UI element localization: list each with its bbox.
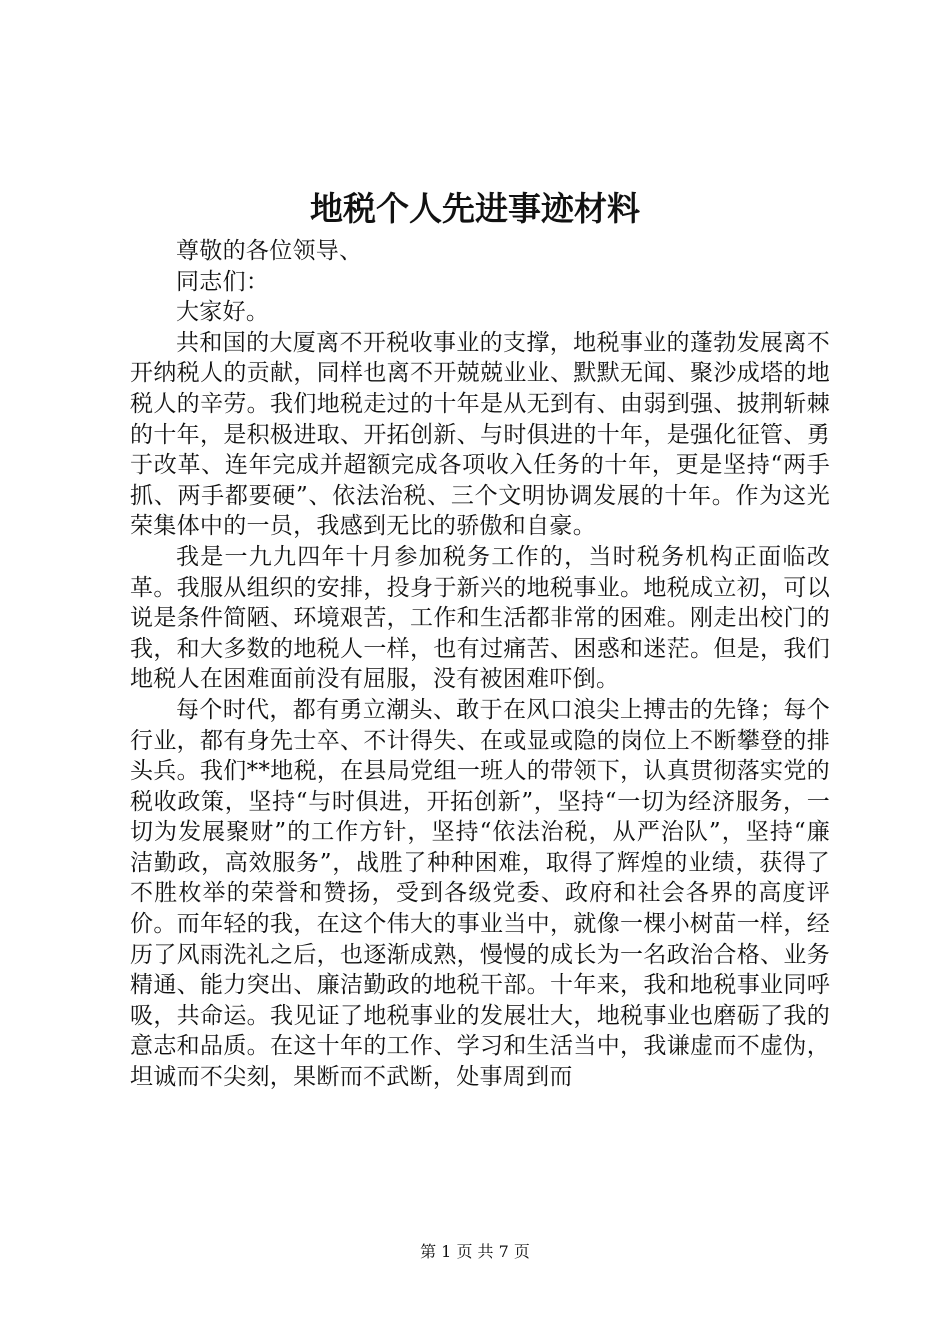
salutation-line: 尊敬的各位领导、 bbox=[176, 238, 363, 264]
body-paragraph: 共和国的大厦离不开税收事业的支撑，地税事业的蓬勃发展离不开纳税人的贡献，同样也离不开兢兢业业、默默无闻、聚沙成塔的地税人的辛劳。我们地税走过的十年是从无到有、由弱到强、披荆斩棘的十年，是积极进取、开拓创新、与时俱进的十年，是强化征管、勇于改革、连年完成并超额完成各项收入任务的十年，更是坚持“两手抓、两手都要硬”、依法治税、三个文明协调发展的十年。作为这光荣集体中的一员，我感到无比的骄傲和自豪。 bbox=[130, 329, 830, 540]
salutation-line: 同志们： bbox=[176, 268, 270, 295]
body-paragraph: 我是一九九四年十月参加税务工作的，当时税务机构正面临改革。我服从组织的安排，投身于新兴的地税事业。地税成立初，可以说是条件简陋、环境艰苦，工作和生活都非常的困难。刚走出校门的我，和大多数的地税人一样，也有过痛苦、困惑和迷茫。但是，我们地税人在困难面前没有屈服，没有被困难吓倒。 bbox=[130, 543, 830, 693]
document-title: 地税个人先进事迹材料 bbox=[310, 189, 640, 228]
salutation-line: 大家好。 bbox=[176, 299, 270, 326]
body-paragraph: 每个时代，都有勇立潮头、敢于在风口浪尖上搏击的先锋；每个行业，都有身先士卒、不计得失、在或显或隐的岗位上不断攀登的排头兵。我们**地税，在县局党组一班人的带领下，认真贯彻落实党的税收政策，坚持“与时俱进，开拓创新”，坚持“一切为经济服务，一切为发展聚财”的工作方针，坚持“依法治税，从严治队”，坚持“廉洁勤政，高效服务”，战胜了种种困难，取得了辉煌的业绩，获得了不胜枚举的荣誉和赞扬，受到各级党委、政府和社会各界的高度评价。而年轻的我，在这个伟大的事业当中，就像一棵小树苗一样，经历了风雨洗礼之后，也逐渐成熟，慢慢的成长为一名政治合格、业务精通、能力突出、廉洁勤政的地税干部。十年来，我和地税事业同呼吸，共命运。我见证了地税事业的发展壮大，地税事业也磨砺了我的意志和品质。在这十年的工作、学习和生活当中，我谦虚而不虚伪，坦诚而不尖刻，果断而不武断，处事周到而 bbox=[130, 696, 830, 1091]
page-footer: 第 1 页 共 7 页 bbox=[420, 1242, 530, 1261]
document-body bbox=[130, 236, 830, 1093]
